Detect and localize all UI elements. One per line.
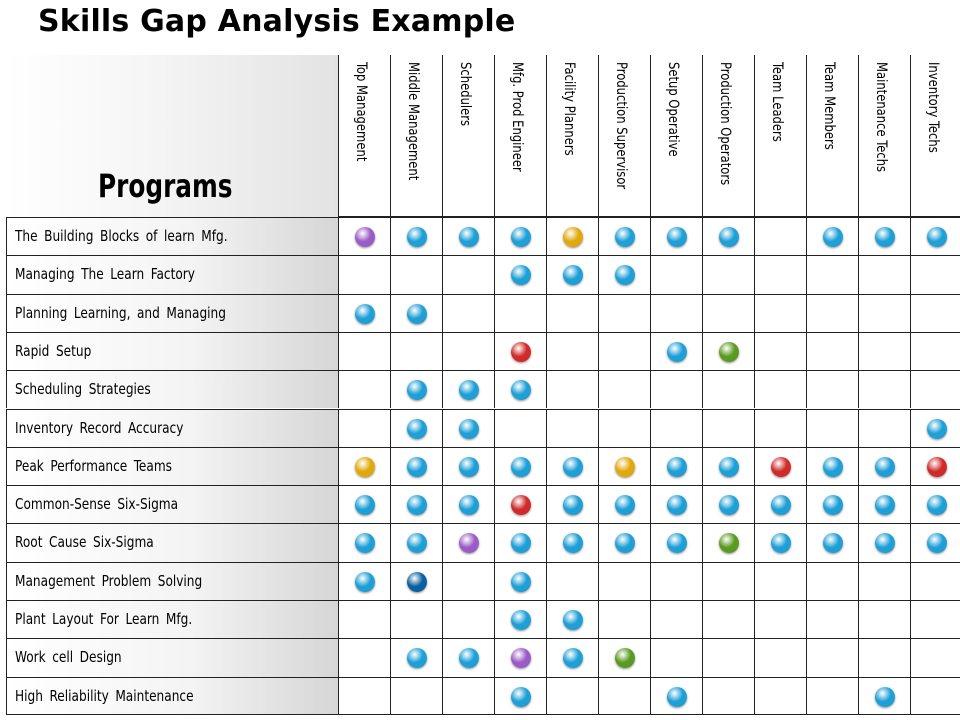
blue-dot-icon bbox=[719, 227, 739, 247]
green-dot-icon bbox=[719, 342, 739, 362]
skill-cell bbox=[494, 523, 546, 561]
skill-cell bbox=[910, 255, 960, 293]
skill-cell bbox=[650, 217, 702, 255]
skill-cell bbox=[442, 447, 494, 485]
skill-cell bbox=[494, 447, 546, 485]
skill-cell bbox=[338, 409, 390, 447]
skill-cell bbox=[442, 677, 494, 715]
skill-cell bbox=[754, 409, 806, 447]
skill-cell bbox=[702, 562, 754, 600]
program-name: Peak Performance Teams bbox=[15, 456, 172, 475]
green-dot-icon bbox=[615, 648, 635, 668]
skill-cell bbox=[390, 332, 442, 370]
blue-dot-icon bbox=[615, 265, 635, 285]
program-row-label bbox=[6, 294, 338, 332]
skill-cell bbox=[546, 523, 598, 561]
skill-cell bbox=[650, 409, 702, 447]
column-header-label: Production Supervisor bbox=[613, 62, 629, 190]
program-row-label bbox=[6, 370, 338, 408]
blue-dot-icon bbox=[459, 648, 479, 668]
blue-dot-icon bbox=[823, 533, 843, 553]
skill-cell bbox=[546, 370, 598, 408]
blue-dot-icon bbox=[875, 687, 895, 707]
blue-dot-icon bbox=[615, 227, 635, 247]
skill-cell bbox=[702, 447, 754, 485]
skill-cell bbox=[650, 523, 702, 561]
program-name: Rapid Setup bbox=[15, 341, 92, 360]
skill-cell bbox=[546, 409, 598, 447]
red-dot-icon bbox=[771, 457, 791, 477]
blue-dot-icon bbox=[407, 648, 427, 668]
column-header bbox=[858, 55, 910, 217]
blue-dot-icon bbox=[667, 457, 687, 477]
skill-cell bbox=[702, 523, 754, 561]
program-name: Work cell Design bbox=[15, 648, 122, 667]
skill-cell bbox=[858, 677, 910, 715]
programs-label: Programs bbox=[98, 167, 233, 205]
skill-cell bbox=[910, 447, 960, 485]
column-header bbox=[806, 55, 858, 217]
program-row-label bbox=[6, 485, 338, 523]
skill-cell bbox=[702, 485, 754, 523]
skill-cell bbox=[390, 409, 442, 447]
skill-cell bbox=[806, 677, 858, 715]
skill-cell bbox=[806, 409, 858, 447]
blue-dot-icon bbox=[667, 227, 687, 247]
blue-dot-icon bbox=[407, 227, 427, 247]
blue-dot-icon bbox=[615, 495, 635, 515]
skill-cell bbox=[702, 409, 754, 447]
yellow-dot-icon bbox=[615, 457, 635, 477]
blue-dot-icon bbox=[355, 304, 375, 324]
skill-cell bbox=[754, 217, 806, 255]
program-name: Inventory Record Accuracy bbox=[15, 418, 184, 437]
skill-cell bbox=[650, 562, 702, 600]
skill-cell bbox=[650, 370, 702, 408]
blue-dot-icon bbox=[875, 227, 895, 247]
skill-cell bbox=[806, 294, 858, 332]
skill-cell bbox=[598, 409, 650, 447]
yellow-dot-icon bbox=[355, 457, 375, 477]
skill-cell bbox=[754, 370, 806, 408]
column-header bbox=[390, 55, 442, 217]
skill-cell bbox=[546, 485, 598, 523]
skill-cell bbox=[442, 409, 494, 447]
column-header-label: Team Members bbox=[821, 62, 837, 150]
skill-cell bbox=[754, 638, 806, 676]
skill-cell bbox=[754, 523, 806, 561]
column-header-label: Team Leaders bbox=[769, 62, 785, 142]
skill-cell bbox=[442, 255, 494, 293]
skill-cell bbox=[442, 485, 494, 523]
skill-cell bbox=[754, 562, 806, 600]
skill-cell bbox=[806, 370, 858, 408]
skill-cell bbox=[806, 600, 858, 638]
blue-dot-icon bbox=[927, 495, 947, 515]
blue-dot-icon bbox=[459, 495, 479, 515]
blue-dot-icon bbox=[719, 457, 739, 477]
skill-cell bbox=[650, 447, 702, 485]
skill-cell bbox=[546, 562, 598, 600]
program-row-label bbox=[6, 562, 338, 600]
skill-cell bbox=[442, 523, 494, 561]
skill-cell bbox=[338, 217, 390, 255]
program-row-label bbox=[6, 638, 338, 676]
blue-dot-icon bbox=[459, 380, 479, 400]
skill-cell bbox=[338, 294, 390, 332]
yellow-dot-icon bbox=[563, 227, 583, 247]
skill-cell bbox=[754, 485, 806, 523]
blue-dot-icon bbox=[511, 380, 531, 400]
skill-cell bbox=[910, 332, 960, 370]
skill-cell bbox=[494, 409, 546, 447]
program-row-label bbox=[6, 600, 338, 638]
program-row-label bbox=[6, 409, 338, 447]
skill-cell bbox=[858, 523, 910, 561]
skill-cell bbox=[338, 332, 390, 370]
skill-cell bbox=[390, 600, 442, 638]
blue-dot-icon bbox=[927, 419, 947, 439]
skill-cell bbox=[494, 255, 546, 293]
program-row-label bbox=[6, 255, 338, 293]
skill-cell bbox=[442, 294, 494, 332]
column-header bbox=[442, 55, 494, 217]
skill-cell bbox=[754, 447, 806, 485]
skill-cell bbox=[598, 638, 650, 676]
skill-cell bbox=[442, 600, 494, 638]
skill-cell bbox=[390, 370, 442, 408]
skill-cell bbox=[858, 255, 910, 293]
skill-cell bbox=[754, 294, 806, 332]
skill-cell bbox=[598, 217, 650, 255]
red-dot-icon bbox=[927, 457, 947, 477]
blue-dot-icon bbox=[407, 304, 427, 324]
blue-dot-icon bbox=[875, 495, 895, 515]
skill-cell bbox=[494, 370, 546, 408]
blue-dot-icon bbox=[355, 572, 375, 592]
skill-cell bbox=[390, 485, 442, 523]
skill-cell bbox=[338, 638, 390, 676]
skill-cell bbox=[390, 523, 442, 561]
blue-dot-icon bbox=[355, 533, 375, 553]
skill-cell bbox=[494, 562, 546, 600]
skill-cell bbox=[546, 677, 598, 715]
skill-cell bbox=[650, 332, 702, 370]
blue-dot-icon bbox=[875, 457, 895, 477]
skill-cell bbox=[598, 485, 650, 523]
skill-cell bbox=[598, 600, 650, 638]
skill-cell bbox=[598, 523, 650, 561]
skill-cell bbox=[390, 294, 442, 332]
program-name: Root Cause Six-Sigma bbox=[15, 533, 154, 552]
skill-cell bbox=[650, 600, 702, 638]
blue-dot-icon bbox=[511, 687, 531, 707]
blue-dot-icon bbox=[511, 610, 531, 630]
program-row-label bbox=[6, 677, 338, 715]
skill-cell bbox=[390, 255, 442, 293]
column-header-label: Schedulers bbox=[457, 62, 473, 127]
column-header-label: Mfg. Prod Engineer bbox=[509, 62, 525, 172]
blue-dot-icon bbox=[875, 533, 895, 553]
skill-cell bbox=[702, 332, 754, 370]
purple-dot-icon bbox=[511, 648, 531, 668]
skill-cell bbox=[442, 562, 494, 600]
blue-dot-icon bbox=[355, 495, 375, 515]
blue-dot-icon bbox=[563, 610, 583, 630]
skill-cell bbox=[806, 638, 858, 676]
skill-cell bbox=[494, 600, 546, 638]
skill-cell bbox=[546, 294, 598, 332]
program-name: Managing The Learn Factory bbox=[15, 265, 195, 284]
skill-cell bbox=[338, 370, 390, 408]
blue-dot-icon bbox=[823, 227, 843, 247]
program-name: High Reliability Maintenance bbox=[15, 686, 194, 705]
skill-cell bbox=[442, 370, 494, 408]
page-title: Skills Gap Analysis Example bbox=[38, 4, 516, 39]
blue-dot-icon bbox=[511, 457, 531, 477]
skill-cell bbox=[910, 217, 960, 255]
blue-dot-icon bbox=[771, 533, 791, 553]
blue-dot-icon bbox=[771, 495, 791, 515]
skill-cell bbox=[858, 294, 910, 332]
skill-cell bbox=[494, 638, 546, 676]
skill-cell bbox=[910, 409, 960, 447]
blue-dot-icon bbox=[719, 495, 739, 515]
skill-cell bbox=[390, 677, 442, 715]
skill-cell bbox=[598, 677, 650, 715]
red-dot-icon bbox=[511, 342, 531, 362]
skill-cell bbox=[806, 217, 858, 255]
blue-dot-icon bbox=[459, 457, 479, 477]
blue-dot-icon bbox=[667, 687, 687, 707]
blue-dot-icon bbox=[823, 457, 843, 477]
skill-cell bbox=[858, 447, 910, 485]
column-header-label: Setup Operative bbox=[665, 62, 681, 157]
program-name: Scheduling Strategies bbox=[15, 380, 151, 399]
skill-cell bbox=[858, 217, 910, 255]
skill-cell bbox=[702, 255, 754, 293]
skill-cell bbox=[546, 447, 598, 485]
skill-cell bbox=[494, 677, 546, 715]
skill-cell bbox=[702, 370, 754, 408]
blue-dot-icon bbox=[823, 495, 843, 515]
blue-dot-icon bbox=[563, 533, 583, 553]
skill-cell bbox=[910, 562, 960, 600]
blue-dot-icon bbox=[667, 342, 687, 362]
skill-cell bbox=[390, 217, 442, 255]
skill-cell bbox=[442, 638, 494, 676]
column-header-label: Production Operators bbox=[717, 62, 733, 186]
column-header-label: Maintenance Techs bbox=[873, 62, 889, 173]
skill-cell bbox=[806, 255, 858, 293]
column-header bbox=[598, 55, 650, 217]
column-header bbox=[546, 55, 598, 217]
blue-dot-icon bbox=[563, 495, 583, 515]
skill-cell bbox=[754, 332, 806, 370]
skill-cell bbox=[806, 447, 858, 485]
skill-cell bbox=[910, 523, 960, 561]
skill-cell bbox=[650, 485, 702, 523]
skill-cell bbox=[702, 677, 754, 715]
blue-dot-icon bbox=[511, 572, 531, 592]
skill-cell bbox=[702, 217, 754, 255]
skill-cell bbox=[910, 370, 960, 408]
skill-cell bbox=[910, 485, 960, 523]
skill-cell bbox=[806, 332, 858, 370]
blue-dot-icon bbox=[563, 457, 583, 477]
skill-cell bbox=[494, 485, 546, 523]
skill-cell bbox=[650, 255, 702, 293]
skill-cell bbox=[338, 447, 390, 485]
program-row-label bbox=[6, 332, 338, 370]
program-row-label bbox=[6, 217, 338, 255]
skill-cell bbox=[546, 332, 598, 370]
blue-dot-icon bbox=[563, 648, 583, 668]
skill-cell bbox=[858, 485, 910, 523]
skill-cell bbox=[598, 562, 650, 600]
skill-cell bbox=[390, 562, 442, 600]
column-header-label: Facility Planners bbox=[561, 62, 577, 156]
skill-cell bbox=[702, 638, 754, 676]
skill-cell bbox=[702, 600, 754, 638]
skill-cell bbox=[806, 562, 858, 600]
blue-dot-icon bbox=[407, 533, 427, 553]
column-header-label: Middle Management bbox=[405, 62, 421, 181]
skill-cell bbox=[806, 523, 858, 561]
skills-gap-table bbox=[6, 55, 956, 716]
column-header bbox=[702, 55, 754, 217]
blue-dot-icon bbox=[459, 419, 479, 439]
column-header-label: Inventory Techs bbox=[925, 62, 941, 153]
skill-cell bbox=[598, 447, 650, 485]
blue-dot-icon bbox=[511, 227, 531, 247]
skill-cell bbox=[598, 332, 650, 370]
skill-cell bbox=[338, 485, 390, 523]
purple-dot-icon bbox=[355, 227, 375, 247]
blue-dot-icon bbox=[407, 380, 427, 400]
blue-dot-icon bbox=[407, 419, 427, 439]
blue-dot-icon bbox=[407, 457, 427, 477]
skill-cell bbox=[546, 217, 598, 255]
skill-cell bbox=[910, 677, 960, 715]
skill-cell bbox=[858, 600, 910, 638]
skill-cell bbox=[650, 677, 702, 715]
skill-cell bbox=[494, 332, 546, 370]
skill-cell bbox=[858, 370, 910, 408]
skill-cell bbox=[442, 332, 494, 370]
column-header bbox=[754, 55, 806, 217]
skill-cell bbox=[598, 294, 650, 332]
blue-dot-icon bbox=[927, 533, 947, 553]
blue-dot-icon bbox=[459, 227, 479, 247]
blue-dot-icon bbox=[615, 533, 635, 553]
skill-cell bbox=[338, 255, 390, 293]
skill-cell bbox=[806, 485, 858, 523]
darkblue-dot-icon bbox=[407, 572, 427, 592]
skill-cell bbox=[598, 255, 650, 293]
skill-cell bbox=[858, 638, 910, 676]
program-name: Planning Learning, and Managing bbox=[15, 303, 226, 322]
blue-dot-icon bbox=[511, 265, 531, 285]
skill-cell bbox=[546, 600, 598, 638]
skill-cell bbox=[754, 600, 806, 638]
skill-cell bbox=[390, 638, 442, 676]
program-row-label bbox=[6, 447, 338, 485]
blue-dot-icon bbox=[667, 533, 687, 553]
column-header bbox=[910, 55, 960, 217]
blue-dot-icon bbox=[563, 265, 583, 285]
skill-cell bbox=[910, 294, 960, 332]
program-name: The Building Blocks of learn Mfg. bbox=[15, 227, 228, 245]
skill-cell bbox=[910, 638, 960, 676]
skill-cell bbox=[390, 447, 442, 485]
blue-dot-icon bbox=[927, 227, 947, 247]
skill-cell bbox=[338, 562, 390, 600]
skill-cell bbox=[494, 217, 546, 255]
column-header-label: Top Management bbox=[353, 62, 369, 162]
skill-cell bbox=[338, 677, 390, 715]
blue-dot-icon bbox=[667, 495, 687, 515]
skill-cell bbox=[858, 409, 910, 447]
skill-cell bbox=[442, 217, 494, 255]
skill-cell bbox=[754, 255, 806, 293]
skill-cell bbox=[858, 332, 910, 370]
programs-header-cell bbox=[6, 55, 338, 217]
column-header bbox=[338, 55, 390, 217]
green-dot-icon bbox=[719, 533, 739, 553]
red-dot-icon bbox=[511, 495, 531, 515]
skill-cell bbox=[598, 370, 650, 408]
program-name: Plant Layout For Learn Mfg. bbox=[15, 610, 193, 628]
skill-cell bbox=[650, 638, 702, 676]
column-header bbox=[650, 55, 702, 217]
skill-cell bbox=[338, 523, 390, 561]
blue-dot-icon bbox=[511, 533, 531, 553]
program-name: Management Problem Solving bbox=[15, 571, 203, 590]
program-name: Common-Sense Six-Sigma bbox=[15, 495, 179, 514]
skill-cell bbox=[754, 677, 806, 715]
skill-cell bbox=[494, 294, 546, 332]
skill-cell bbox=[546, 255, 598, 293]
purple-dot-icon bbox=[459, 533, 479, 553]
blue-dot-icon bbox=[407, 495, 427, 515]
skill-cell bbox=[650, 294, 702, 332]
program-row-label bbox=[6, 523, 338, 561]
column-header bbox=[494, 55, 546, 217]
skill-cell bbox=[546, 638, 598, 676]
skill-cell bbox=[858, 562, 910, 600]
skill-cell bbox=[338, 600, 390, 638]
skill-cell bbox=[910, 600, 960, 638]
skill-cell bbox=[702, 294, 754, 332]
